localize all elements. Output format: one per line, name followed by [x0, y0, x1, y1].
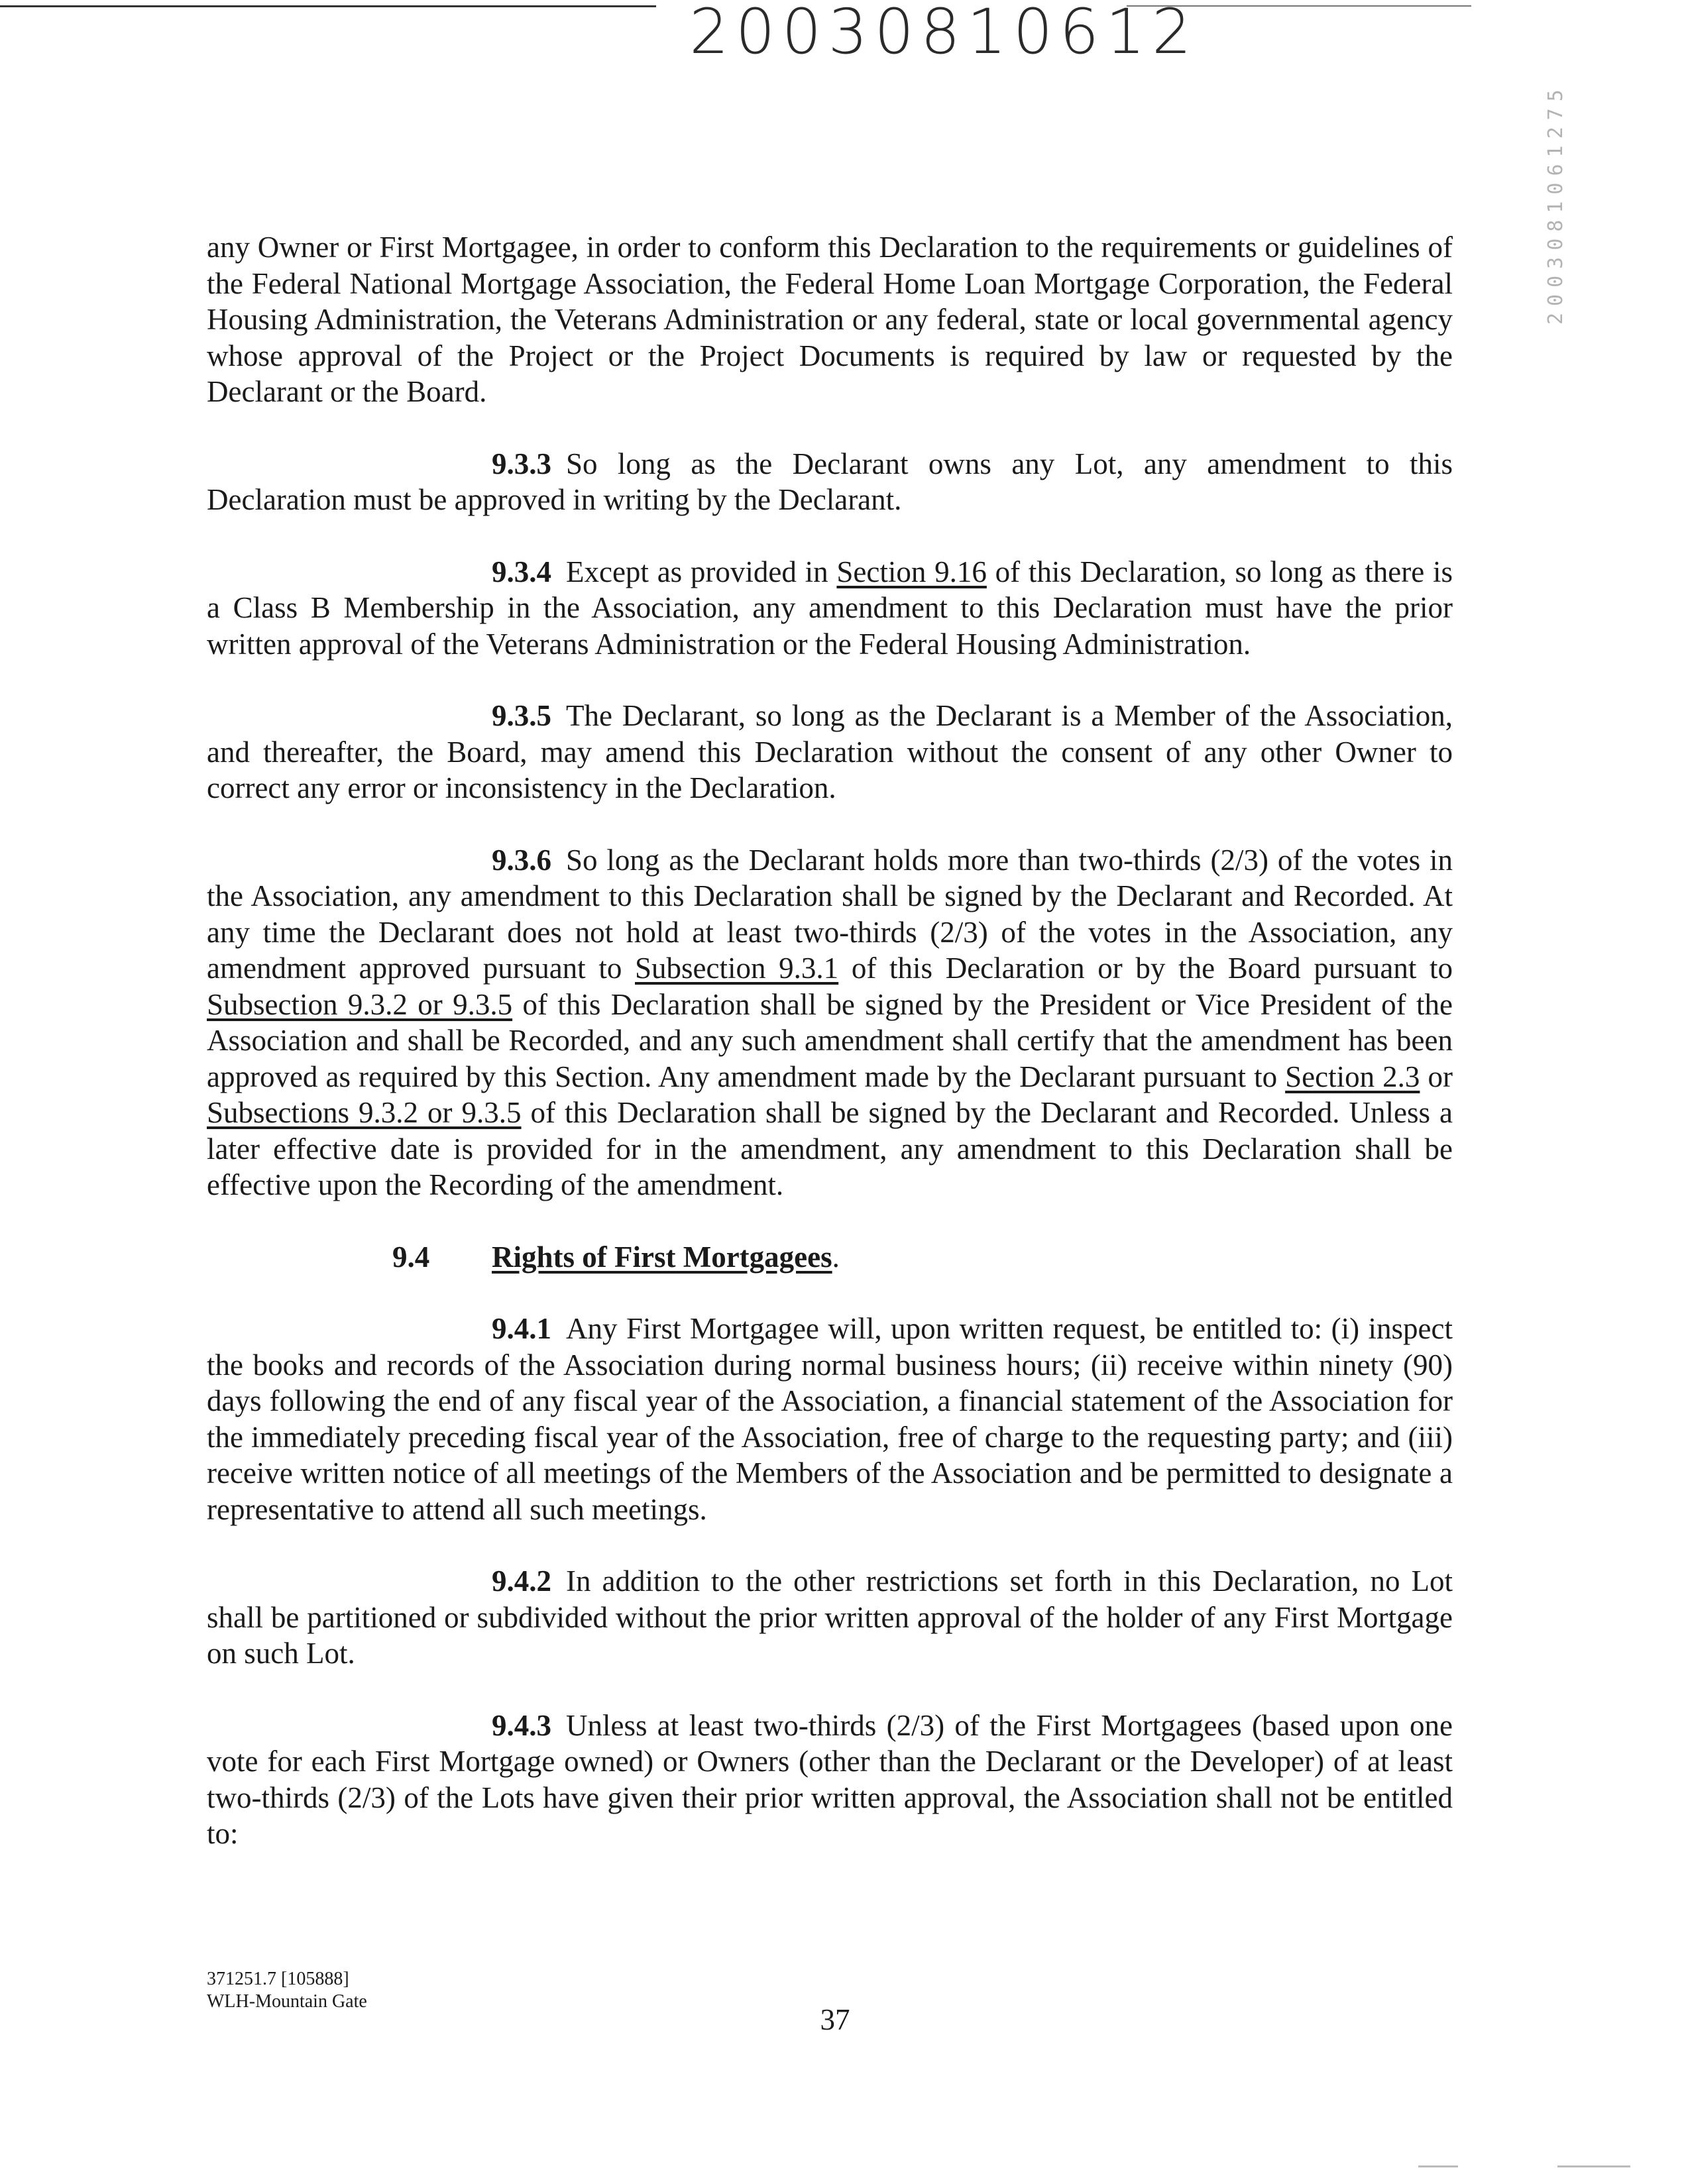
section-9-3-6	[207, 842, 1453, 1203]
recording-number: 20030810612	[689, 0, 1198, 68]
section-text: of this Declaration, so long as there is a Class B Membership in the Association, any amendment to this Declaration must have the prior written approval of the Veterans Administration or the Federal Housing Administration.	[207, 555, 1453, 661]
section-text: Except as provided in	[566, 555, 837, 588]
intro-paragraph: any Owner or First Mortgagee, in order to conform this Declaration to the requirements or guidelines of the Federal National Mortgage Association, the Federal Home Loan Mortgage Corporation, the Federal Housing Administration, the Veterans Administration or any federal, state or local governmental agency whose approval of the Project or the Project Documents is required by law or requested by the Declarant or the Board.	[207, 231, 1453, 408]
section-text: In addition to the other restrictions set forth in this Declaration, no Lot shall be partitioned or subdivided without the prior written approval of the holder of any First Mortgage on such Lot.	[207, 1564, 1453, 1670]
section-number: 9.4.3	[492, 1708, 551, 1742]
section-number: 9.4.1	[492, 1312, 551, 1345]
section-number: 9.3.5	[492, 699, 551, 732]
section-9-3-3	[207, 446, 1453, 518]
cross-reference: Subsection 9.3.1	[635, 952, 839, 985]
section-text: of this Declaration or by the Board pursuant to	[838, 952, 1453, 985]
section-text: of this Declaration shall be signed by the Declarant and Recorded. Unless a later effective date is provided for in the amendment, any amendment to this Declaration shall be effective upon the Recording of the amendment.	[207, 1096, 1453, 1201]
section-9-4-2	[207, 1563, 1453, 1672]
heading-number: 9.4	[392, 1240, 430, 1274]
section-number: 9.3.4	[492, 555, 551, 588]
section-text: Any First Mortgagee will, upon written request, be entitled to: (i) inspect the books and records of the Association during normal business hours; (ii) receive within ninety (90) days following the end of any fiscal year of the Association, a financial statement of the Association for the immediately preceding fiscal year of the Association, free of charge to the requesting party; and (iii) receive written notice of all meetings of the Members of the Association and be permitted to designate a representative to attend all such meetings.	[207, 1312, 1453, 1526]
section-number: 9.3.6	[492, 843, 551, 877]
footer-doc-id: 371251.7 [105888]	[207, 1969, 349, 1989]
section-number: 9.3.3	[492, 447, 551, 480]
section-text: Unless at least two-thirds (2/3) of the First Mortgagees (based upon one vote for each First Mortgage owned) or Owners (other than the Declarant or the Developer) of at least two-thirds (2/3) of the Lots have given their prior written approval, the Association shall not be entitled to:	[207, 1708, 1453, 1850]
scan-mark	[1557, 2165, 1630, 2167]
section-9-4-3	[207, 1708, 1453, 1852]
heading-trail: .	[832, 1240, 840, 1274]
header-rule	[0, 5, 656, 7]
section-text: or	[1420, 1060, 1453, 1093]
section-heading-9-4	[207, 1239, 1453, 1276]
cross-reference: Section 2.3	[1285, 1060, 1420, 1093]
document-body	[207, 229, 1453, 1852]
section-number: 9.4.2	[492, 1564, 551, 1598]
section-text: So long as the Declarant owns any Lot, any amendment to this Declaration must be approved in writing by the Declarant.	[207, 447, 1453, 516]
side-recording-stamp: 2003081061275	[1544, 83, 1567, 325]
section-text: So long as the Declarant holds more than two-thirds (2/3) of the votes in the Association, any amendment to this Declaration shall be signed by the Declarant and Recorded. At any time the Declarant does not hold at least two-thirds (2/3) of the votes in the Association, any amendment approved pursuant to	[207, 843, 1453, 985]
cross-reference: Subsections 9.3.2 or 9.3.5	[207, 1096, 522, 1129]
footer-project: WLH-Mountain Gate	[207, 1991, 367, 2012]
section-9-3-5	[207, 698, 1453, 806]
section-9-3-4	[207, 554, 1453, 663]
cross-reference: Section 9.16	[836, 555, 987, 588]
cross-reference: Subsection 9.3.2 or 9.3.5	[207, 987, 513, 1021]
footer	[207, 1968, 367, 2013]
section-text: The Declarant, so long as the Declarant is a Member of the Association, and thereafter, the Board, may amend this Declaration without the consent of any other Owner to correct any error or inconsistency in the Declaration.	[207, 699, 1453, 804]
section-text: of this Declaration shall be signed by the President or Vice President of the Association and shall be Recorded, and any such amendment shall certify that the amendment has been approved as required by this Section. Any amendment made by the Declarant pursuant to	[207, 987, 1453, 1093]
scan-mark	[1418, 2165, 1458, 2167]
heading-title: Rights of First Mortgagees	[492, 1240, 832, 1274]
section-9-4-1	[207, 1311, 1453, 1527]
page-number: 37	[820, 2003, 850, 2036]
